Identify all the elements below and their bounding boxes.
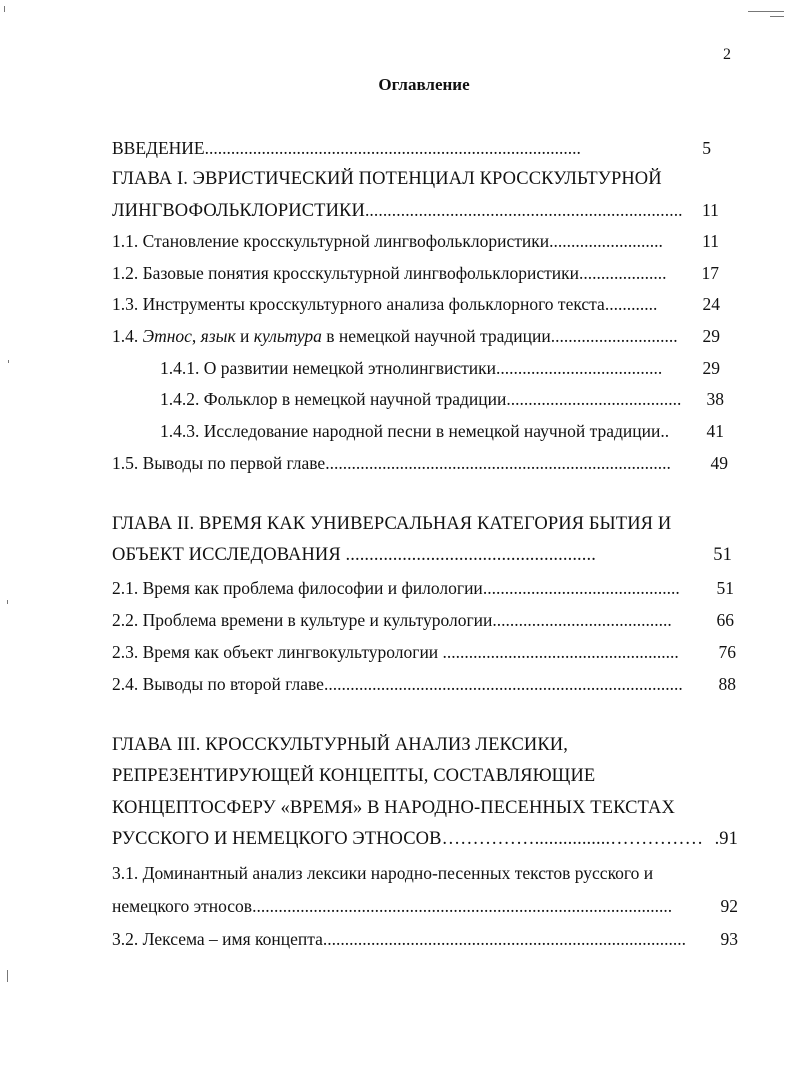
- toc-entry-1-2[interactable]: 1.2. Базовые понятия кросскультурной лингвофольклористики.................... 17: [112, 263, 719, 283]
- toc-entry-2-2[interactable]: 2.2. Проблема времени в культуре и культурологии......................................... 66: [112, 610, 734, 630]
- toc-entry-1-3[interactable]: 1.3. Инструменты кросскультурного анализа фольклорного текста............ 24: [112, 294, 720, 314]
- page-title: Оглавление: [378, 75, 470, 94]
- toc-page-number: 5: [702, 138, 711, 158]
- toc-entry-1-4[interactable]: 1.4. Этнос, язык и культура в немецкой научной традиции............................. 29: [112, 326, 720, 346]
- toc-entry-2-4[interactable]: 2.4. Выводы по второй главе.................................................................................. 88: [112, 674, 736, 694]
- toc-entry-1-1[interactable]: 1.1. Становление кросскультурной лингвофольклористики.......................... 11: [112, 231, 719, 251]
- toc-page-number: 24: [702, 294, 720, 314]
- toc-page-number: 51: [716, 578, 734, 598]
- toc-page-number: 38: [706, 389, 724, 409]
- toc-entry-1-5[interactable]: 1.5. Выводы по первой главе............................................................................... 49: [112, 453, 728, 473]
- toc-page-number: 29: [702, 358, 720, 378]
- toc-page-number: 11: [701, 200, 719, 220]
- toc-page-number: 88: [718, 674, 736, 694]
- toc-chapter-3-heading[interactable]: ГЛАВА III. КРОССКУЛЬТУРНЫЙ АНАЛИЗ ЛЕКСИКИ,: [112, 735, 568, 755]
- toc-chapter-2-heading-cont[interactable]: ОБЪЕКТ ИССЛЕДОВАНИЯ ..................................................... 51: [112, 545, 732, 565]
- toc-entry-1-4-1[interactable]: 1.4.1. О развитии немецкой этнолингвистики...................................... 29: [160, 358, 720, 378]
- toc-page-number: 66: [716, 610, 734, 630]
- page-number: 2: [723, 46, 731, 63]
- toc-page-number: 76: [718, 642, 736, 662]
- toc-entry-1-4-3[interactable]: 1.4.3. Исследование народной песни в немецкой научной традиции.. 41: [160, 421, 724, 441]
- toc-entry-3-1-cont[interactable]: немецкого этносов................................................................................................ 92: [112, 896, 738, 916]
- toc-page-number: 29: [702, 326, 720, 346]
- toc-page-number: 51: [713, 545, 732, 565]
- toc-entry-introduction[interactable]: ВВЕДЕНИЕ...................................................................................... 5: [112, 138, 711, 158]
- toc-chapter-1-heading[interactable]: ГЛАВА I. ЭВРИСТИЧЕСКИЙ ПОТЕНЦИАЛ КРОССКУЛЬТУРНОЙ: [112, 169, 662, 189]
- toc-page-number: 49: [710, 453, 728, 473]
- toc-chapter-3-heading-cont-3[interactable]: РУССКОГО И НЕМЕЦКОГО ЭТНОСОВ……………................…………… .91: [112, 829, 738, 849]
- toc-entry-3-1[interactable]: 3.1. Доминантный анализ лексики народно-песенных текстов русского и: [112, 863, 654, 883]
- toc-entry-3-2[interactable]: 3.2. Лексема – имя концепта................................................................................... 93: [112, 929, 738, 949]
- toc-entry-1-4-2[interactable]: 1.4.2. Фольклор в немецкой научной традиции........................................ 38: [160, 389, 724, 409]
- toc-chapter-3-heading-cont-2[interactable]: КОНЦЕПТОСФЕРУ «ВРЕМЯ» В НАРОДНО-ПЕСЕННЫХ ТЕКСТАХ: [112, 798, 675, 818]
- toc-page-number: 93: [720, 929, 738, 949]
- toc-chapter-3-heading-cont-1[interactable]: РЕПРЕЗЕНТИРУЮЩЕЙ КОНЦЕПТЫ, СОСТАВЛЯЮЩИЕ: [112, 766, 596, 786]
- toc-page-number: 11: [702, 231, 719, 251]
- toc-entry-2-3[interactable]: 2.3. Время как объект лингвокультурологии ...................................................... 76: [112, 642, 736, 662]
- toc-entry-2-1[interactable]: 2.1. Время как проблема философии и филологии............................................. 51: [112, 578, 734, 598]
- toc-page-number: .91: [714, 829, 738, 849]
- toc-page-number: 17: [701, 263, 719, 283]
- toc-chapter-1-heading-cont[interactable]: ЛИНГВОФОЛЬКЛОРИСТИКИ....................................................................... 11: [112, 200, 719, 221]
- toc-page-number: 41: [706, 421, 724, 441]
- toc-page-number: 92: [720, 896, 738, 916]
- toc-chapter-2-heading[interactable]: ГЛАВА II. ВРЕМЯ КАК УНИВЕРСАЛЬНАЯ КАТЕГОРИЯ БЫТИЯ И: [112, 514, 672, 534]
